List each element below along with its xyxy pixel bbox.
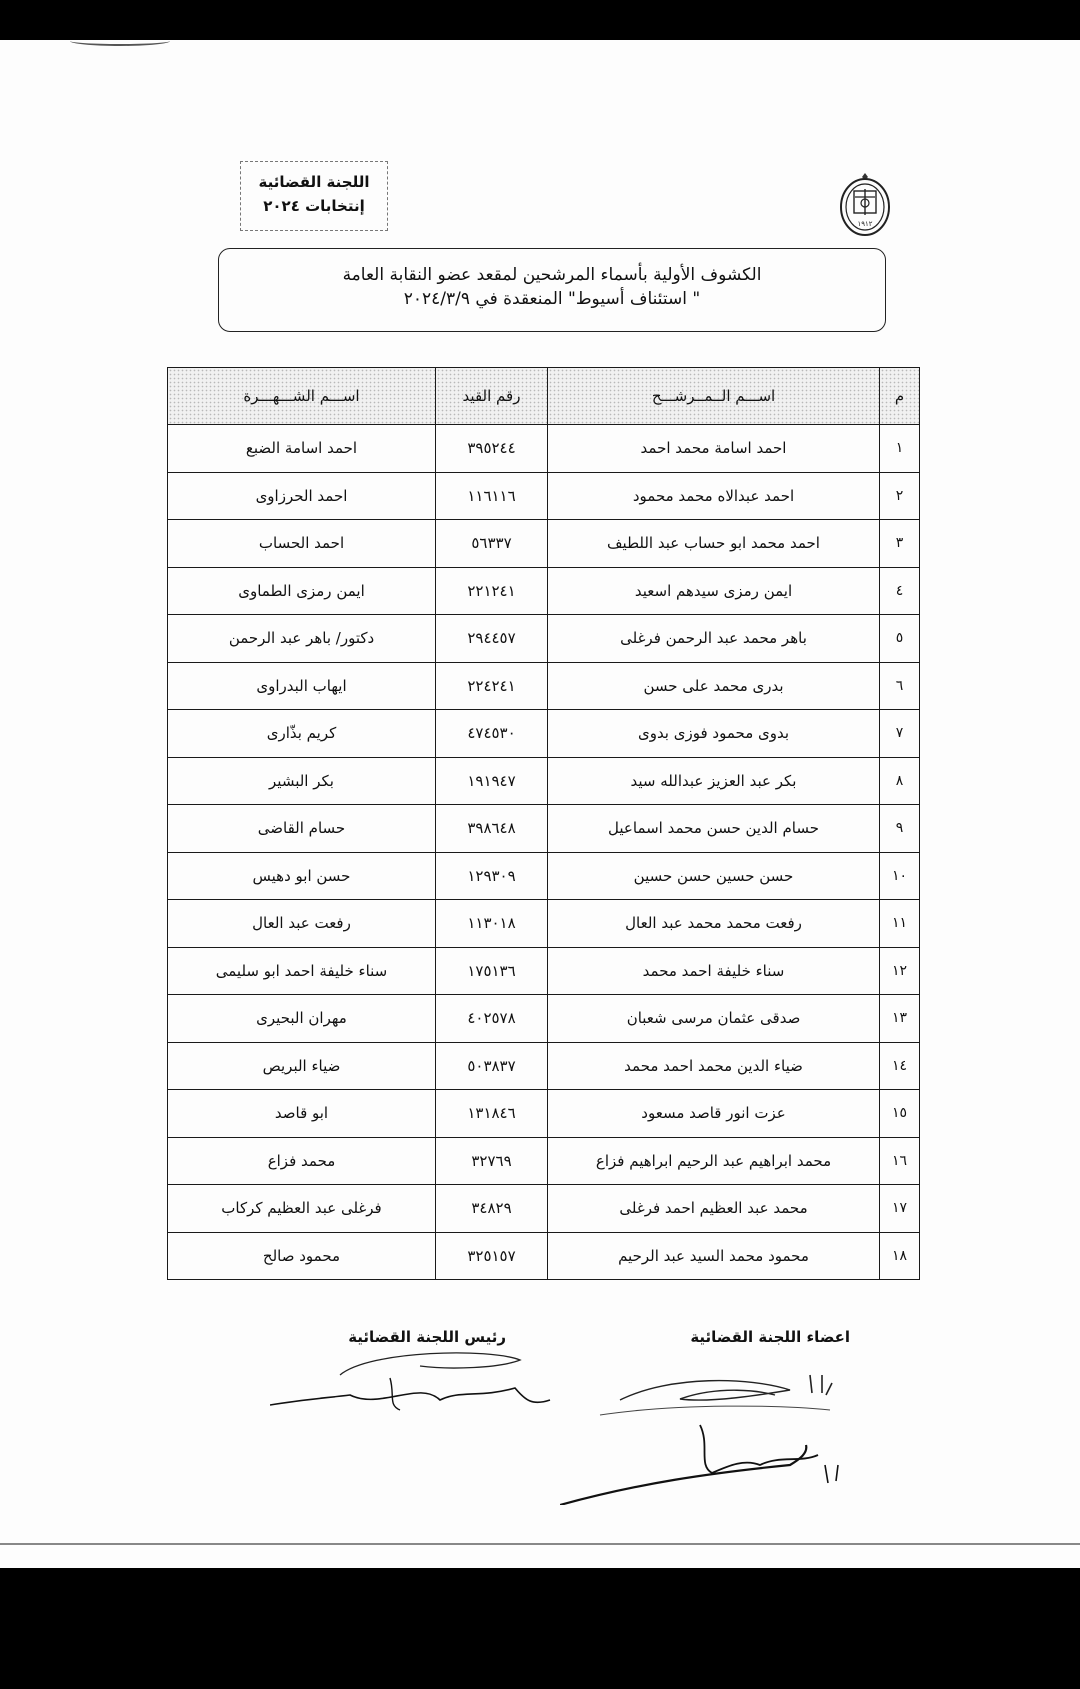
chair-label: رئيس اللجنة القضائية [348,1328,506,1346]
cell-registration-no: ٣٩٨٦٤٨ [436,805,548,853]
table-row [168,995,920,1043]
cell-index: ١٨ [880,1232,920,1280]
table-row [168,852,920,900]
cell-index: ١٧ [880,1185,920,1233]
cell-registration-no: ٣٤٨٢٩ [436,1185,548,1233]
cell-known-name: ايهاب البدراوى [168,662,436,710]
cell-index: ٩ [880,805,920,853]
cell-index: ١٠ [880,852,920,900]
cell-candidate-name: عزت انور قاصد مسعود [548,1090,880,1138]
table-row [168,1090,920,1138]
cell-registration-no: ١١٦١١٦ [436,472,548,520]
table-row [168,425,920,473]
cell-candidate-name: محمود محمد السيد عبد الرحيم [548,1232,880,1280]
cell-known-name: ضياء البريص [168,1042,436,1090]
cell-known-name: فرغلى عبد العظيم كركاب [168,1185,436,1233]
cell-candidate-name: ايمن رمزى سيدهم اسعيد [548,567,880,615]
table-row [168,567,920,615]
cell-known-name: بكر البشير [168,757,436,805]
table-row [168,1042,920,1090]
cell-index: ١٣ [880,995,920,1043]
table-row [168,757,920,805]
cell-registration-no: ٢٩٤٤٥٧ [436,615,548,663]
cell-index: ١٤ [880,1042,920,1090]
title-line2: " استئناف أسيوط" المنعقدة في ٢٠٢٤/٣/٩ [403,289,701,309]
cell-index: ١٢ [880,947,920,995]
committee-line2: إنتخابات ٢٠٢٤ [263,197,365,215]
members-label: اعضاء اللجنة القضائية [690,1328,850,1346]
cell-index: ١٥ [880,1090,920,1138]
cell-known-name: محمد فزاع [168,1137,436,1185]
cell-index: ١١ [880,900,920,948]
header-candidate-name: اســـم الــمــرشـــح [548,368,880,425]
cell-candidate-name: باهر محمد عبد الرحمن فرغلى [548,615,880,663]
table-row [168,805,920,853]
cell-registration-no: ١٢٩٣٠٩ [436,852,548,900]
cell-index: ٧ [880,710,920,758]
cell-registration-no: ٥٠٣٨٣٧ [436,1042,548,1090]
page-bottom-line [0,1543,1080,1545]
cell-candidate-name: احمد اسامة محمد احمد [548,425,880,473]
cell-known-name: احمد الحساب [168,520,436,568]
cell-registration-no: ٢٢١٢٤١ [436,567,548,615]
committee-line1: اللجنة القضائية [258,173,370,191]
cell-candidate-name: احمد محمد ابو حساب عبد اللطيف [548,520,880,568]
chair-signature [270,1340,570,1440]
cell-known-name: حسام القاضى [168,805,436,853]
cell-registration-no: ٣٢٧٦٩ [436,1137,548,1185]
cell-known-name: مهران البحيرى [168,995,436,1043]
table-row [168,947,920,995]
cell-index: ٣ [880,520,920,568]
bar-association-seal-icon [838,171,892,241]
table-row [168,1185,920,1233]
cell-registration-no: ١٧٥١٣٦ [436,947,548,995]
cell-candidate-name: احمد عبدالاه محمد محمود [548,472,880,520]
seal-year: ١٩١٢ [857,220,873,228]
cell-known-name: رفعت عبد العال [168,900,436,948]
cell-registration-no: ٥٦٣٣٧ [436,520,548,568]
cell-candidate-name: محمد عبد العظيم احمد فرغلى [548,1185,880,1233]
cell-known-name: ايمن رمزى الطماوى [168,567,436,615]
cell-registration-no: ٤٧٤٥٣٠ [436,710,548,758]
cell-index: ٥ [880,615,920,663]
table-row [168,615,920,663]
table-row [168,662,920,710]
cell-index: ٨ [880,757,920,805]
cell-candidate-name: سناء خليفة احمد محمد [548,947,880,995]
table-header-row [168,368,920,425]
cell-candidate-name: بدرى محمد على حسن [548,662,880,710]
cell-index: ١٦ [880,1137,920,1185]
cell-registration-no: ١٩١٩٤٧ [436,757,548,805]
header-known-name: اســـم الشـــهـــرة [168,368,436,425]
cell-known-name: ابو قاصد [168,1090,436,1138]
cell-registration-no: ١١٣٠١٨ [436,900,548,948]
cell-known-name: دكتور/ باهر عبد الرحمن [168,615,436,663]
cell-index: ٢ [880,472,920,520]
cell-registration-no: ١٣١٨٤٦ [436,1090,548,1138]
title-line1: الكشوف الأولية بأسماء المرشحين لمقعد عضو النقابة العامة [342,265,762,285]
cell-candidate-name: رفعت محمد محمد عبد العال [548,900,880,948]
cell-candidate-name: حسن حسين حسن حسين [548,852,880,900]
table-row [168,900,920,948]
cell-candidate-name: محمد ابراهيم عبد الرحيم ابراهيم فزاع [548,1137,880,1185]
cell-candidate-name: بكر عبد العزيز عبدالله سيد [548,757,880,805]
cell-known-name: محمود صالح [168,1232,436,1280]
cell-known-name: احمد اسامة الضبع [168,425,436,473]
cell-registration-no: ٢٢٤٢٤١ [436,662,548,710]
cell-known-name: كريم بذّارى [168,710,436,758]
cell-index: ١ [880,425,920,473]
cell-registration-no: ٣٢٥١٥٧ [436,1232,548,1280]
committee-stamp-box [240,161,388,231]
cell-candidate-name: بدوى محمود فوزى بدوى [548,710,880,758]
cell-known-name: حسن ابو دهيس [168,852,436,900]
cell-index: ٤ [880,567,920,615]
cell-registration-no: ٤٠٢٥٧٨ [436,995,548,1043]
cell-known-name: سناء خليفة احمد ابو سليمى [168,947,436,995]
cell-registration-no: ٣٩٥٢٤٤ [436,425,548,473]
header-registration-no: رقم القيد [436,368,548,425]
cell-known-name: احمد الحرزاوى [168,472,436,520]
table-row [168,472,920,520]
cell-index: ٦ [880,662,920,710]
cell-candidate-name: حسام الدين حسن محمد اسماعيل [548,805,880,853]
header-index: م [880,368,920,425]
cell-candidate-name: صدقى عثمان مرسى شعبان [548,995,880,1043]
table-row [168,1137,920,1185]
table-row [168,520,920,568]
title-box [218,248,886,332]
table-row [168,710,920,758]
scan-artifact [70,40,170,46]
table-row [168,1232,920,1280]
table-body [168,425,920,1280]
cell-candidate-name: ضياء الدين محمد احمد محمد [548,1042,880,1090]
document-page [0,40,1080,1568]
members-signatures [560,1355,890,1505]
candidates-table [167,367,920,1280]
